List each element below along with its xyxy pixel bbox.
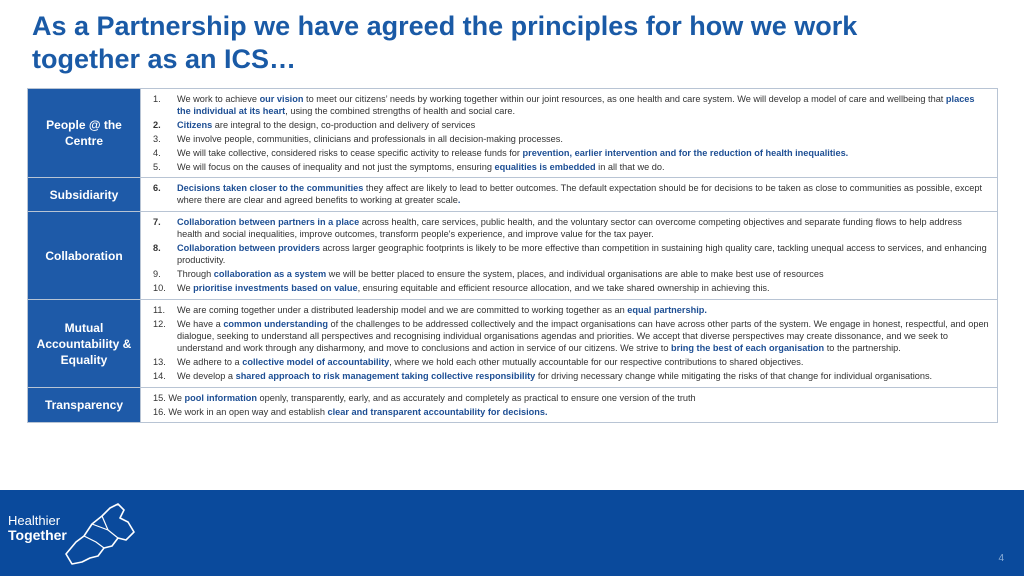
text-segment: across health, care services, public health, and the voluntary sector can overcome competing objectives and separate funding flows to help address health and social inequalities, improve outcomes, transform people's experience, and improve value for the tax payer. bbox=[177, 216, 962, 240]
text-segment: of the challenges to be addressed collectively and the impact organisations can have across other parts of the system. We engage in honest, respectful, and open dialogue, seeking to understand all perspectives and recognising individual organisations agendas and priorities. We accept that diverse perspectives may create dissonance, and we seek to understand and work through any disharmony, and move to conclusions and action in service of our citizens. We strive to bbox=[177, 318, 989, 354]
text-segment: openly, transparently, early, and as accurately and completely as practical to ensure one version of the truth bbox=[256, 392, 696, 403]
text-segment: We will take collective, considered risks to cease specific activity to release funds for bbox=[177, 147, 523, 158]
item-text bbox=[177, 216, 989, 241]
region-map-icon bbox=[62, 502, 142, 568]
item-number: 1. bbox=[153, 93, 161, 104]
item-text bbox=[177, 356, 989, 368]
principle-row bbox=[28, 177, 997, 211]
item-number: 10. bbox=[153, 283, 166, 294]
text-segment: We develop a bbox=[177, 371, 236, 382]
row-content bbox=[140, 212, 997, 299]
principle-item bbox=[153, 182, 989, 207]
principle-item bbox=[153, 242, 989, 267]
logo-line-1: Healthier bbox=[8, 513, 61, 528]
emphasis-text: collective model of accountability bbox=[242, 357, 390, 368]
item-text bbox=[177, 147, 989, 159]
principle-item bbox=[153, 282, 989, 294]
text-segment: We are coming together under a distributed leadership model and we are committed to working together as an bbox=[177, 304, 628, 315]
row-content bbox=[140, 89, 997, 177]
principle-row bbox=[28, 211, 997, 299]
item-text bbox=[177, 268, 989, 280]
row-label: Collaboration bbox=[28, 212, 140, 299]
item-text bbox=[177, 370, 989, 382]
item-number: 14. bbox=[153, 371, 166, 382]
text-segment: for driving necessary change while mitigating the risks of that change for individual organisations. bbox=[535, 371, 933, 382]
text-segment: We involve people, communities, clinicians and professionals in all decision-making processes. bbox=[177, 133, 563, 144]
principle-item bbox=[153, 161, 989, 173]
emphasis-text: . bbox=[457, 195, 461, 206]
principle-item bbox=[153, 304, 989, 316]
item-text bbox=[177, 242, 989, 267]
text-segment: 16. We work in an open way and establish bbox=[153, 406, 328, 417]
principle-item bbox=[153, 356, 989, 368]
emphasis-text: equal partnership. bbox=[627, 304, 707, 315]
emphasis-text: places the individual at its heart bbox=[177, 93, 975, 116]
principle-row bbox=[28, 89, 997, 177]
text-segment: We will focus on the causes of inequality and not just the symptoms, ensuring bbox=[177, 161, 495, 172]
row-content bbox=[140, 388, 997, 422]
item-number: 3. bbox=[153, 133, 161, 144]
text-segment: , where we hold each other mutually accountable for our respective contributions to shared objectives. bbox=[389, 357, 804, 368]
text-segment: to meet our citizens’ needs by working together within our joint resources, as one health and care system. We will develop a model of care and wellbeing that bbox=[303, 93, 946, 104]
row-label: Subsidiarity bbox=[28, 178, 140, 211]
footer-bar bbox=[0, 490, 1024, 576]
item-number: 5. bbox=[153, 161, 161, 172]
healthier-together-logo bbox=[8, 514, 67, 542]
principle-item bbox=[153, 392, 989, 404]
emphasis-text: our vision bbox=[259, 93, 304, 104]
text-segment: are integral to the design, co-production and delivery of services bbox=[212, 119, 476, 130]
item-text bbox=[177, 133, 989, 145]
item-number: 4. bbox=[153, 147, 161, 158]
item-number: 2. bbox=[153, 119, 161, 130]
text-segment: We work to achieve bbox=[177, 93, 260, 104]
title-line-1: As a Partnership we have agreed the principles for how we work bbox=[32, 11, 858, 41]
text-segment: , ensuring equitable and efficient resource allocation, and we take shared ownership in achieving this. bbox=[357, 283, 770, 294]
principle-item bbox=[153, 268, 989, 280]
text-segment: they affect are likely to lead to better outcomes. The default expectation should be for decisions to be taken as close to communities as possible, except where there are clear and agreed benefits to working at greater scale bbox=[177, 182, 982, 206]
text-segment: 15. We bbox=[153, 392, 185, 403]
text-segment: We adhere to a bbox=[177, 357, 243, 368]
emphasis-text: prioritise investments based on value bbox=[193, 283, 358, 294]
emphasis-text: prevention, earlier intervention and for the reduction of health inequalities. bbox=[522, 147, 849, 158]
item-number: 8. bbox=[153, 243, 161, 254]
item-text bbox=[177, 282, 989, 294]
principle-item bbox=[153, 147, 989, 159]
emphasis-text: Citizens bbox=[177, 119, 213, 130]
item-text bbox=[153, 393, 696, 403]
principle-item bbox=[153, 318, 989, 355]
text-segment: We bbox=[177, 283, 194, 294]
item-number: 12. bbox=[153, 318, 166, 329]
item-text bbox=[177, 119, 989, 131]
principle-row bbox=[28, 299, 997, 387]
emphasis-text: clear and transparent accountability for decisions. bbox=[327, 406, 548, 417]
emphasis-text: bring the best of each organisation bbox=[671, 343, 825, 354]
item-number: 13. bbox=[153, 357, 166, 368]
page-title bbox=[32, 10, 992, 76]
item-text bbox=[177, 161, 989, 173]
principle-item bbox=[153, 406, 989, 418]
text-segment: , using the combined strengths of health and social care. bbox=[285, 105, 516, 116]
row-content bbox=[140, 300, 997, 387]
row-label: People @ the Centre bbox=[28, 89, 140, 177]
emphasis-text: Collaboration between partners in a place bbox=[177, 216, 360, 227]
row-label: Transparency bbox=[28, 388, 140, 422]
item-text bbox=[177, 304, 989, 316]
text-segment: to the partnership. bbox=[824, 343, 901, 354]
principle-item bbox=[153, 93, 989, 118]
logo-line-2: Together bbox=[8, 527, 67, 543]
principle-item bbox=[153, 216, 989, 241]
item-text bbox=[153, 407, 548, 417]
principle-item bbox=[153, 119, 989, 131]
row-content bbox=[140, 178, 997, 211]
emphasis-text: Collaboration between providers bbox=[177, 243, 320, 254]
emphasis-text: shared approach to risk management taking collective responsibility bbox=[235, 371, 536, 382]
page-number: 4 bbox=[998, 553, 1004, 564]
item-number: 11. bbox=[153, 304, 166, 315]
principle-item bbox=[153, 133, 989, 145]
item-text bbox=[177, 182, 989, 207]
emphasis-text: Decisions taken closer to the communities bbox=[177, 182, 364, 193]
item-text bbox=[177, 93, 989, 118]
principle-item bbox=[153, 370, 989, 382]
item-number: 7. bbox=[153, 216, 161, 227]
item-text bbox=[177, 318, 989, 355]
emphasis-text: equalities is embedded bbox=[494, 161, 596, 172]
row-label: Mutual Accountability & Equality bbox=[28, 300, 140, 387]
item-number: 9. bbox=[153, 269, 161, 280]
emphasis-text: pool information bbox=[184, 392, 257, 403]
text-segment: We have a bbox=[177, 318, 224, 329]
principles-table bbox=[27, 88, 998, 423]
text-segment: in all that we do. bbox=[595, 161, 665, 172]
text-segment: across larger geographic footprints is likely to be more effective than competition in sustaining high quality care, tackling unequal access to services, and enhancing productivity. bbox=[177, 243, 987, 266]
text-segment: we will be better placed to ensure the system, places, and individual organisations are able to make best use of resources bbox=[326, 269, 824, 280]
item-number: 6. bbox=[153, 182, 161, 193]
principle-row bbox=[28, 387, 997, 422]
emphasis-text: common understanding bbox=[223, 318, 328, 329]
emphasis-text: collaboration as a system bbox=[213, 269, 327, 280]
title-line-2: together as an ICS… bbox=[32, 44, 297, 74]
text-segment: Through bbox=[177, 269, 214, 280]
